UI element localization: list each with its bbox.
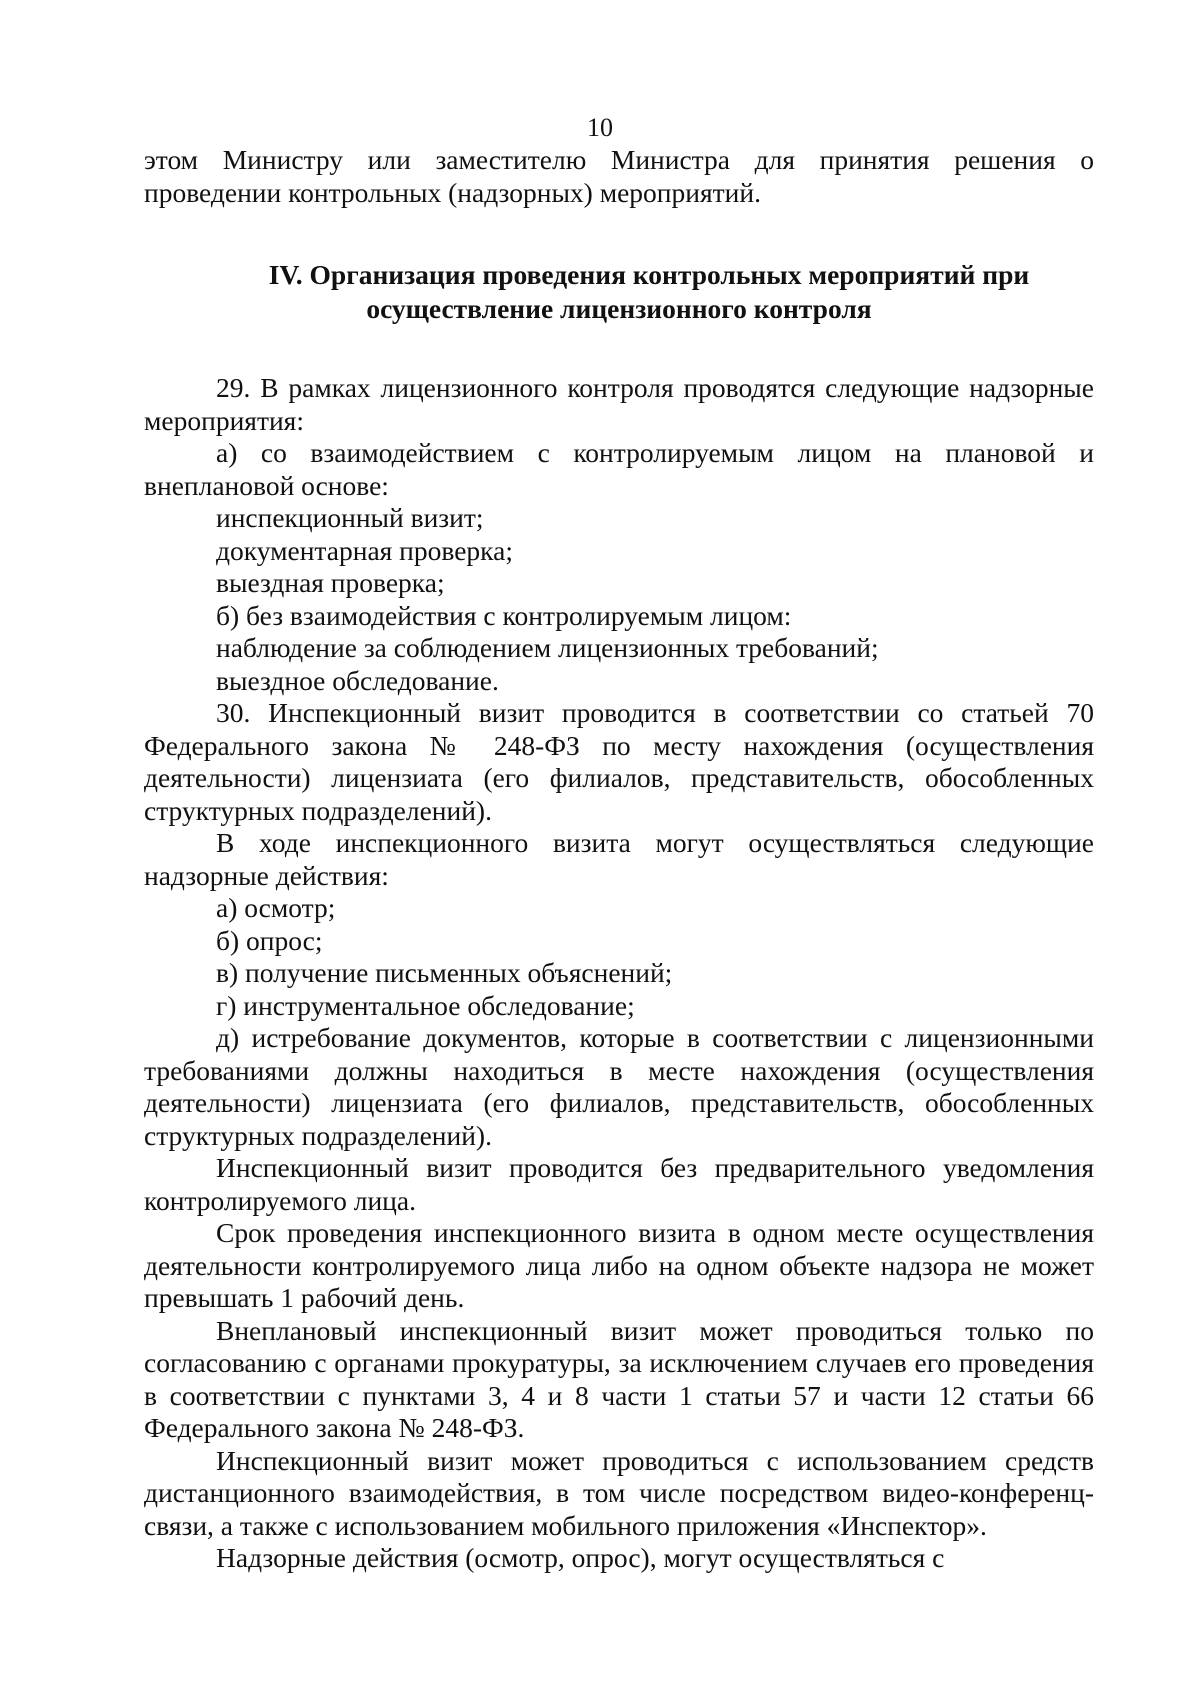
paragraph-30-last: Надзорные действия (осмотр, опрос), могут осуществляться с bbox=[216, 1542, 945, 1573]
paragraph-30-no-notice: Инспекционный визит проводится без предварительного уведомления контролируемого лица. bbox=[144, 1152, 1094, 1216]
list-item: в) получение письменных объяснений; bbox=[216, 957, 673, 988]
paragraph-30: 30. Инспекционный визит проводится в соответствии со статьей 70 Федерального закона № 248-ФЗ по месту нахождения (осуществления деятельности) лицензиата (его филиалов, представительств, обособленных структурных подразделений). bbox=[144, 697, 1094, 826]
list-item: выездное обследование. bbox=[216, 664, 499, 696]
list-item: документарная проверка; bbox=[216, 534, 513, 566]
section-heading-line-2: осуществление лицензионного контроля bbox=[366, 293, 872, 324]
list-item: выездная проверка; bbox=[216, 567, 445, 598]
section-heading-line-1: IV. Организация проведения контрольных мероприятий при bbox=[268, 259, 1030, 290]
paragraph-29: 29. В рамках лицензионного контроля проводятся следующие надзорные мероприятия: bbox=[144, 372, 1094, 436]
list-item: наблюдение за соблюдением лицензионных требований; bbox=[216, 632, 879, 663]
list-item: а) осмотр; bbox=[216, 892, 336, 923]
list-item: б) опрос; bbox=[216, 924, 323, 956]
page-number: 10 bbox=[587, 113, 613, 142]
paragraph-29-b: б) без взаимодействия с контролируемым лицом: bbox=[216, 599, 792, 631]
paragraph-30-term: Срок проведения инспекционного визита в одном месте осуществления деятельности контролируемого лица либо на одном объекте надзора не может превышать 1 рабочий день. bbox=[144, 1217, 1094, 1313]
intro-paragraph: этом Министру или заместителю Министра для принятия решения о проведении контрольных (надзорных) мероприятий. bbox=[144, 144, 1094, 208]
paragraph-29-a: а) со взаимодействием с контролируемым лицом на плановой и внеплановой основе: bbox=[144, 437, 1094, 501]
section-heading bbox=[144, 258, 1094, 326]
paragraph-30-action-d: д) истребование документов, которые в соответствии с лицензионными требованиями должны находиться в месте нахождения (осуществления деятельности) лицензиата (его филиалов, представительств, обособленных структурных подразделений). bbox=[144, 1022, 1094, 1151]
paragraph-30-actions-intro: В ходе инспекционного визита могут осуществляться следующие надзорные действия: bbox=[144, 827, 1094, 891]
list-item: г) инструментальное обследование; bbox=[216, 989, 635, 1021]
document-body bbox=[144, 144, 1094, 1575]
paragraph-30-unplanned: Внеплановый инспекционный визит может проводиться только по согласованию с органами прокуратуры, за исключением случаев его проведения в соответствии с пунктами 3, 4 и 8 части 1 статьи 57 и части 12 статьи 66 Федерального закона № 248-ФЗ. bbox=[144, 1314, 1094, 1443]
list-item: инспекционный визит; bbox=[216, 502, 484, 533]
paragraph-30-remote: Инспекционный визит может проводиться с использованием средств дистанционного взаимодействия, в том числе посредством видео-конференц-связи, а также с использованием мобильного приложения «Инспектор». bbox=[144, 1444, 1094, 1541]
